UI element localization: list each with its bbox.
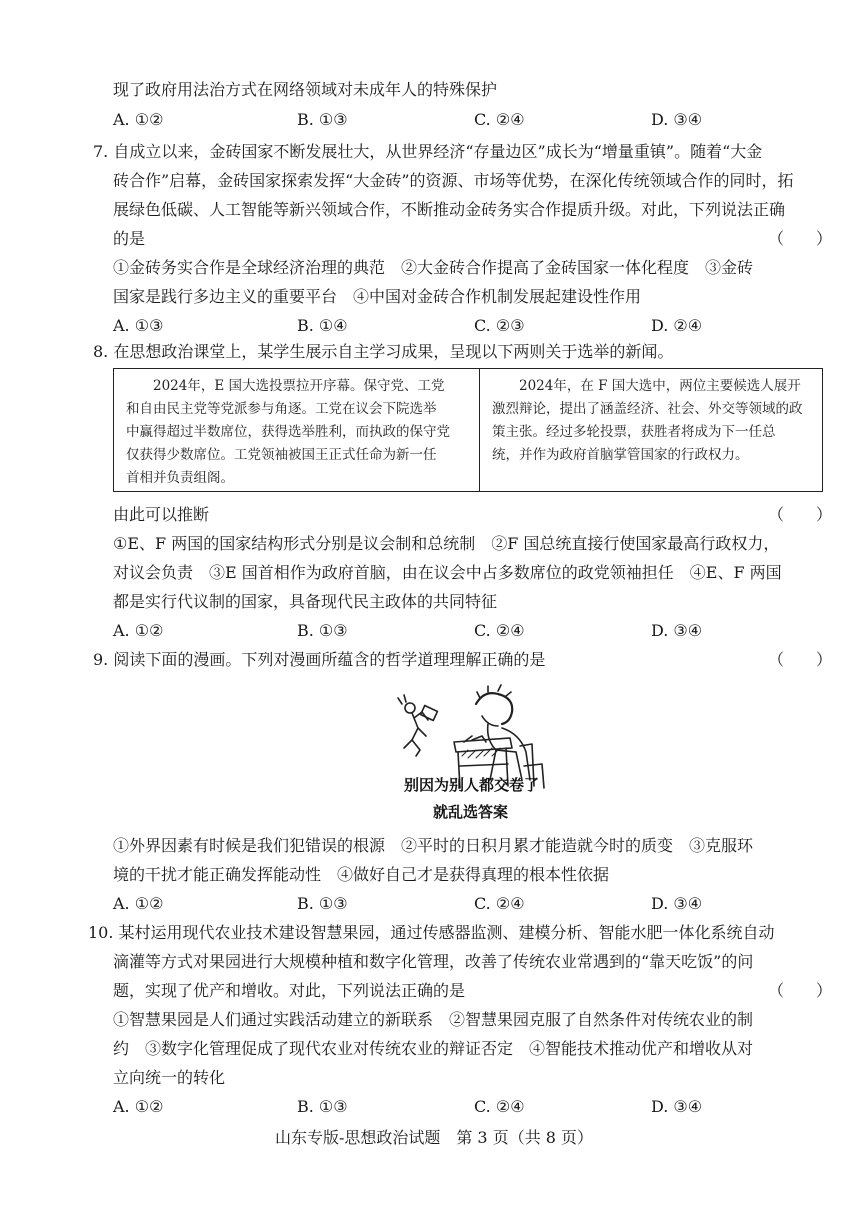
q8-stem: 8. 在思想政治课堂上，某学生展示自主学习成果，呈现以下两则关于选举的新闻。 bbox=[93, 342, 674, 361]
q8-option-d[interactable]: D. ③④ bbox=[651, 621, 703, 640]
q10-option-a[interactable]: A. ①② bbox=[113, 1097, 164, 1116]
q10-answer-blank[interactable]: （ ） bbox=[768, 981, 833, 1000]
q6-option-a[interactable]: A. ①② bbox=[113, 110, 164, 129]
q8-statements-line-1: ①E、F 两国的国家结构形式分别是议会制和总统制 ②F 国总统直接行使国家最高行政权力， bbox=[113, 534, 780, 553]
q6-option-c[interactable]: C. ②④ bbox=[474, 110, 525, 129]
news-e-line: 2024年，E 国大选投票拉开序幕。保守党、工党 bbox=[126, 378, 445, 394]
news-f-line: 策主张。经过多轮投票，获胜者将成为下一任总 bbox=[492, 424, 776, 440]
cartoon-caption-line-2: 就乱选答案 bbox=[433, 803, 509, 821]
q8-inference-prompt: 由此可以推断 bbox=[113, 505, 210, 524]
news-e-line: 中赢得超过半数席位，获得选举胜利，而执政的保守党 bbox=[126, 424, 450, 440]
q8-option-a[interactable]: A. ①② bbox=[113, 621, 164, 640]
q8-answer-blank[interactable]: （ ） bbox=[768, 505, 833, 524]
news-e-line: 仅获得少数席位。工党领袖被国王正式任命为新一任 bbox=[126, 447, 437, 463]
q9-stem: 9. 阅读下面的漫画。下列对漫画所蕴含的哲学道理理解正确的是 bbox=[93, 650, 546, 669]
q10-option-b[interactable]: B. ①③ bbox=[297, 1097, 348, 1116]
q8-news-f bbox=[480, 369, 822, 491]
q10-option-d[interactable]: D. ③④ bbox=[651, 1097, 703, 1116]
q8-news-e bbox=[114, 369, 480, 491]
news-e-line: 和自由民主党等党派参与角逐。工党在议会下院选举 bbox=[126, 401, 437, 417]
news-f-line: 统，并作为政府首脑掌管国家的行政权力。 bbox=[492, 447, 749, 463]
q10-stem-line-3: 题，实现了优产和增收。对此，下列说法正确的是 bbox=[113, 981, 466, 1000]
q6-option-d[interactable]: D. ③④ bbox=[651, 110, 703, 129]
cartoon-caption-line-1: 别因为别人都交卷了 bbox=[404, 776, 540, 794]
news-f-line: 激烈辩论，提出了涵盖经济、社会、外交等领域的政 bbox=[492, 401, 803, 417]
q9-option-a[interactable]: A. ①② bbox=[113, 894, 164, 913]
news-e-line: 首相并负责组阁。 bbox=[126, 470, 234, 486]
q9-answer-blank[interactable]: （ ） bbox=[768, 650, 833, 669]
q7-statements-line-1: ①金砖务实合作是全球经济治理的典范 ②大金砖合作提高了金砖国家一体化程度 ③金砖 bbox=[113, 258, 754, 277]
q7-answer-blank[interactable]: （ ） bbox=[768, 229, 833, 248]
q9-statements-line-2: 境的干扰才能正确发挥能动性 ④做好自己才是获得真理的根本性依据 bbox=[113, 865, 610, 884]
q10-stem-line-1: 10. 某村运用现代农业技术建设智慧果园，通过传感器监测、建模分析、智能水肥一体化系统自动 bbox=[88, 923, 775, 942]
q10-statements-line-3: 立向统一的转化 bbox=[113, 1068, 226, 1087]
q7-stem-line-1: 7. 自成立以来，金砖国家不断发展壮大，从世界经济“存量边区”成长为“增量重镇”。随着“大金 bbox=[93, 142, 763, 161]
q7-option-b[interactable]: B. ①④ bbox=[297, 316, 348, 335]
page-footer: 山东专版-思想政治试题 第 3 页（共 8 页） bbox=[274, 1128, 594, 1147]
q10-option-c[interactable]: C. ②④ bbox=[474, 1097, 525, 1116]
q8-option-c[interactable]: C. ②④ bbox=[474, 621, 525, 640]
q7-option-c[interactable]: C. ②③ bbox=[474, 316, 525, 335]
q7-stem-line-2: 砖合作”启幕，金砖国家探索发挥“大金砖”的资源、市场等优势，在深化传统领域合作的同时，拓 bbox=[113, 171, 794, 190]
q7-stem-line-3: 展绿色低碳、人工智能等新兴领域合作，不断推动金砖务实合作提质升级。对此，下列说法正确 bbox=[113, 200, 786, 219]
q8-option-b[interactable]: B. ①③ bbox=[297, 621, 348, 640]
q6-option-b[interactable]: B. ①③ bbox=[297, 110, 348, 129]
q10-statements-line-2: 约 ③数字化管理促成了现代农业对传统农业的辩证否定 ④智能技术推动优产和增收从对 bbox=[113, 1039, 754, 1058]
q6-stem-tail: 现了政府用法治方式在网络领域对未成年人的特殊保护 bbox=[113, 80, 498, 99]
q7-option-a[interactable]: A. ①③ bbox=[113, 316, 164, 335]
q8-news-box bbox=[113, 368, 823, 492]
q8-statements-line-3: 都是实行代议制的国家，具备现代民主政体的共同特征 bbox=[113, 592, 498, 611]
q10-stem-line-2: 滴灌等方式对果园进行大规模种植和数字化管理，改善了传统农业常遇到的“靠天吃饭”的问 bbox=[113, 952, 754, 971]
news-f-line: 2024年，在 F 国大选中，两位主要候选人展开 bbox=[492, 378, 801, 394]
q7-option-d[interactable]: D. ②④ bbox=[651, 316, 703, 335]
q7-stem-line-4: 的是 bbox=[113, 229, 146, 248]
q9-option-d[interactable]: D. ③④ bbox=[651, 894, 703, 913]
q9-statements-line-1: ①外界因素有时候是我们犯错误的根源 ②平时的日积月累才能造就今时的质变 ③克服环 bbox=[113, 836, 754, 855]
q10-statements-line-1: ①智慧果园是人们通过实践活动建立的新联系 ②智慧果园克服了自然条件对传统农业的制 bbox=[113, 1010, 754, 1029]
q9-option-c[interactable]: C. ②④ bbox=[474, 894, 525, 913]
q9-option-b[interactable]: B. ①③ bbox=[297, 894, 348, 913]
q7-statements-line-2: 国家是践行多边主义的重要平台 ④中国对金砖合作机制发展起建设性作用 bbox=[113, 287, 642, 306]
q8-statements-line-2: 对议会负责 ③E 国首相作为政府首脑，由在议会中占多数席位的政党领袖担任 ④E、F 两国 bbox=[113, 563, 782, 582]
